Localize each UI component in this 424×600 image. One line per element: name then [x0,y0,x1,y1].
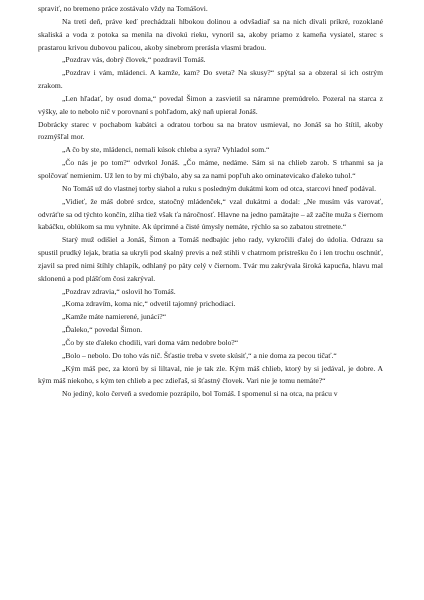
paragraph: „A čo by ste, mládenci, nemali kúsok chleba a syra? Vyhladol som.“ [62,145,270,155]
body-text [38,3,383,401]
paragraph: „Bolo – nebolo. Do toho vás nič. Šťastie treba v svete skúsiť,“ a nie doma za pecou tičať.“ [62,350,337,360]
paragraph: No Tomáš už do vlastnej torby siahol a ruku s posledným dukátmi kom od otca, starcovi hneď podával. [62,183,377,193]
paragraph: Dobrácky starec v pochabom kabátci a odratou torbou sa na bratov usmieval, no Jonáš sa ho štítil, akoby rozmýšľal mor. [38,119,383,142]
paragraph: „Čo by ste ďaleko chodili, vari doma vám nedobre bolo?“ [62,337,239,347]
paragraph: No jediný, kolo červeň a svedomie pozrápilo, bol Tomáš. I spomenul si na otca, na prácu v [62,389,338,399]
paragraph: „Kamže máte namierené, junáci?“ [62,312,167,322]
paragraph: Starý muž odišiel a Jonáš, Šimon a Tomáš nedbajúc jeho rady, vykročili ďalej do údolia. Odrazu sa spustil prudký lejak, bratia sa ukryli pod skalný previs a než stihli v chatrnom prístrešku čo i len trochu oschnúť, zjavil sa pred nimi štíhly chlapík, odhlaný po päty celý v čiernom. Tvár mu zakrývala široká kapucňa, hlavu mal sklonenú a pod plášťom čosi zakrýval. [38,235,383,283]
paragraph: „Vidieť, že máš dobré srdce, statočný mládenček,“ vzal dukátmi a dodal: „Ne musím vás varovať, odvráťte sa od týchto končín, zlíha tiež však ťa náročnosť. Hlavne na jedno pamätajte – až začíte muža s čiernom kabáčku, oblúkom sa mu vyhnite. Ak úprimné a čisté úmysly nemáte, rýchlo sa so zabatou stretnete.“ [38,196,383,232]
paragraph: Na tretí deň, práve keď prechádzali hlbokou dolinou a odvšadiaľ sa na nich dívali príkré, rozoklané skaliská a voda z potoka sa menila na divokú rieku, vynoril sa, akoby priamo z kameňa vysiatel, starec s prastarou krivou dubovou palicou, akoby sinebrom prerásla vlasmi bradou. [38,16,383,52]
paragraph: spraviť, no bremeno práce zostávalo vždy na Tomášovi. [38,4,208,13]
paragraph: „Čo nás je po tom?“ odvrkol Jonáš. „Čo máme, nedáme. Sám si na chlieb zarob. S trhanmi sa ja spolčovať nemienim. Už len to by mi chýbalo, aby sa za nami popľuh ako ominatevicako ďaleko tuhol.“ [38,158,383,180]
paragraph: „Pozdrav zdravia,“ oslovil ho Tomáš. [62,286,176,296]
paragraph: „Kým máš pec, za ktorú by si liltaval, nie je tak zle. Kým máš chlieb, ktorý by si jedával, je dobre. A kým máš niekoho, s kým ten chlieb a pec zdieľaš, si šťastný človek. Vari nie je tomu nemáte?“ [38,363,383,386]
paragraph: „Pozdrav vás, dobrý človek,“ pozdravil Tomáš. [62,55,206,65]
paragraph: „Pozdrav i vám, mládenci. A kamže, kam? Do sveta? Na skusy?“ spýtal sa a obzeral si ich ostrým zrakom. [38,68,383,91]
paragraph: „Ďaleko,“ povedal Šimon. [62,325,143,335]
paragraph: „Koma zdravím, koma nic,“ odvetil tajomný prichodiaci. [62,299,236,309]
paragraph: „Len hľadať, by osud doma,“ povedal Šimon a zasvietil sa náramne premúdrelo. Pozeral na starca z výšky, ale to nebolo nič v porovnaní s pohľadom, aký naň upieral Jonáš. [38,93,383,116]
